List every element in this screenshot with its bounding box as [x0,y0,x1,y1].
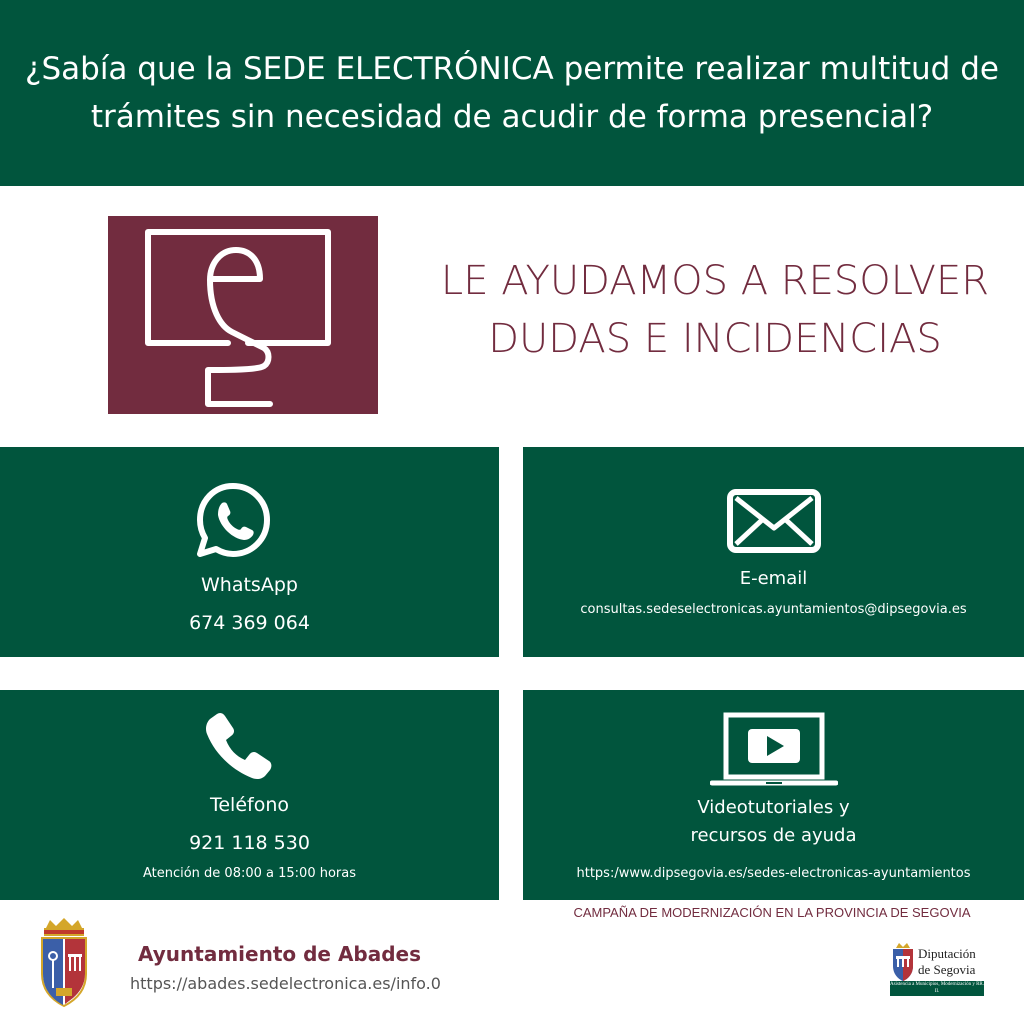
headline-line-2: DUDAS E INCIDENCIAS [488,316,942,362]
banner-line-2: trámites sin necesidad de acudir de forma presencial? [90,99,934,135]
video-url[interactable]: https:/www.dipsegovia.es/sedes-electronicas-ayuntamientos [576,866,971,881]
video-card [523,690,1024,900]
headline-line-1: LE AYUDAMOS A RESOLVER [440,258,990,304]
email-card [523,447,1024,657]
ayuntamiento-url[interactable]: https://abades.sedelectronica.es/info.0 [130,974,441,993]
email-label: E-email [739,568,808,589]
sede-electronica-e-monitor-icon [108,216,378,414]
diputacion-line-1: Diputación [918,946,976,961]
diputacion-shield-icon [890,942,916,982]
sede-electronica-logo [108,216,378,414]
email-address[interactable]: consultas.sedeselectronicas.ayuntamientos@dipsegovia.es [580,602,967,617]
abades-coat-of-arms-icon [36,918,92,1008]
phone-label: Teléfono [209,794,289,816]
top-banner [0,0,1024,186]
banner-line-1: ¿Sabía que la SEDE ELECTRÓNICA permite realizar multitud de [25,51,999,87]
ayuntamiento-name: Ayuntamiento de Abades [138,942,422,966]
headline [400,252,1024,368]
video-label-line-1: Videotutoriales y [697,797,850,818]
whatsapp-label: WhatsApp [201,574,298,596]
whatsapp-card [0,447,499,657]
phone-hours: Atención de 08:00 a 15:00 horas [142,866,357,881]
phone-number[interactable]: 921 118 530 [189,832,310,854]
diputacion-logo [888,940,988,1000]
campaign-caption: CAMPAÑA DE MODERNIZACIÓN EN LA PROVINCIA DE SEGOVIA [573,905,971,920]
whatsapp-icon [193,480,273,560]
phone-icon [203,710,273,780]
diputacion-line-2: de Segovia [918,962,976,977]
diputacion-tagline: Asistencia a Municipios, Modernización y RR. II. [890,982,984,994]
whatsapp-number[interactable]: 674 369 064 [189,612,310,634]
envelope-icon [726,488,822,554]
video-label-line-2: recursos de ayuda [690,825,857,846]
phone-card [0,690,499,900]
laptop-play-icon [710,711,838,787]
